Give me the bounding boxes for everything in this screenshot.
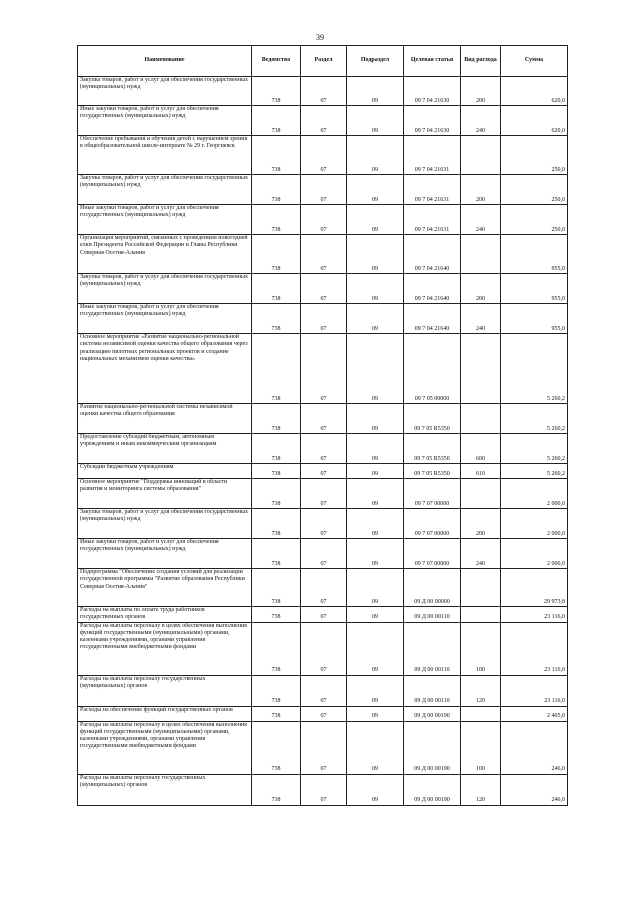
row-department: 738 [252, 774, 301, 805]
row-section: 07 [301, 721, 347, 774]
row-subsection: 09 [347, 304, 404, 334]
header-target-item: Целевая статья [404, 46, 461, 77]
row-subsection: 09 [347, 205, 404, 235]
row-subsection: 09 [347, 706, 404, 721]
row-expense-type: 100 [461, 721, 501, 774]
row-section: 07 [301, 434, 347, 464]
row-subsection: 09 [347, 622, 404, 675]
row-subsection: 09 [347, 675, 404, 706]
row-department: 738 [252, 539, 301, 569]
row-expense-type: 200 [461, 175, 501, 205]
row-target-item: 09 Д 00 00110 [404, 622, 461, 675]
row-amount: 29 973,8 [501, 569, 568, 607]
row-amount: 23 116,0 [501, 622, 568, 675]
row-target-item: 09 7 04 21631 [404, 136, 461, 175]
table-body [78, 77, 568, 806]
row-department: 738 [252, 509, 301, 539]
row-expense-type: 240 [461, 205, 501, 235]
row-name: Организация мероприятий, связанных с проведением новогодней елки Президента Российской Федерации и Главы Республики Северная Осетия-Алания [78, 235, 252, 274]
row-amount: 5 260,2 [501, 464, 568, 479]
row-subsection: 09 [347, 464, 404, 479]
row-name: Иные закупки товаров, работ и услуг для обеспечения государственных (муниципальных) нужд [78, 205, 252, 235]
row-name: Предоставление субсидий бюджетным, автономным учреждениям и иным некоммерческим организациям [78, 434, 252, 464]
row-name: Субсидии бюджетным учреждениям [78, 464, 252, 479]
row-subsection: 09 [347, 274, 404, 304]
row-name: Закупка товаров, работ и услуг для обеспечения государственных (муниципальных) нужд [78, 77, 252, 106]
row-section: 07 [301, 77, 347, 106]
row-target-item: 09 Д 00 00190 [404, 721, 461, 774]
header-section: Раздел [301, 46, 347, 77]
row-department: 738 [252, 205, 301, 235]
row-department: 738 [252, 175, 301, 205]
table-row [78, 235, 568, 274]
row-section: 07 [301, 235, 347, 274]
row-expense-type: 600 [461, 434, 501, 464]
page-number: 39 [316, 33, 324, 42]
row-expense-type: 240 [461, 539, 501, 569]
row-name: Обеспечение пребывания и обучения детей с нарушением зрения в общеобразовательной школе-интернате № 29 г. Георгиевск [78, 136, 252, 175]
row-expense-type: 240 [461, 106, 501, 136]
table-row [78, 539, 568, 569]
table-row [78, 274, 568, 304]
row-expense-type: 610 [461, 464, 501, 479]
row-target-item: 09 7 04 21640 [404, 274, 461, 304]
row-target-item: 09 7 04 21640 [404, 235, 461, 274]
row-department: 738 [252, 404, 301, 434]
row-section: 07 [301, 479, 347, 509]
row-section: 07 [301, 622, 347, 675]
row-name: Расходы на выплаты персоналу государственных (муниципальных) органов [78, 774, 252, 805]
row-expense-type [461, 136, 501, 175]
row-target-item: 09 7 04 21640 [404, 304, 461, 334]
row-amount: 5 260,2 [501, 434, 568, 464]
row-target-item: 09 Д 00 00000 [404, 569, 461, 607]
row-subsection: 09 [347, 404, 404, 434]
table-row [78, 434, 568, 464]
row-department: 738 [252, 106, 301, 136]
row-section: 07 [301, 175, 347, 205]
row-name: Расходы на выплаты по оплате труда работников государственных органов [78, 607, 252, 623]
table-row [78, 706, 568, 721]
header-name: Наименование [78, 46, 252, 77]
row-target-item: 09 7 05 R5350 [404, 464, 461, 479]
row-subsection: 09 [347, 136, 404, 175]
row-department: 738 [252, 706, 301, 721]
row-amount: 23 116,0 [501, 607, 568, 623]
row-expense-type [461, 607, 501, 623]
row-target-item: 09 Д 00 00190 [404, 774, 461, 805]
table-row [78, 479, 568, 509]
row-section: 07 [301, 404, 347, 434]
row-department: 738 [252, 675, 301, 706]
row-target-item: 09 7 04 21630 [404, 106, 461, 136]
table-row [78, 569, 568, 607]
row-section: 07 [301, 304, 347, 334]
row-name: Иные закупки товаров, работ и услуг для обеспечения государственных (муниципальных) нужд [78, 106, 252, 136]
row-department: 738 [252, 464, 301, 479]
row-department: 738 [252, 721, 301, 774]
row-subsection: 09 [347, 479, 404, 509]
row-name: Расходы на обеспечение функций государственных органов [78, 706, 252, 721]
row-name: Закупка товаров, работ и услуг для обеспечения государственных (муниципальных) нужд [78, 274, 252, 304]
row-target-item: 09 7 07 00000 [404, 539, 461, 569]
row-name: Закупка товаров, работ и услуг для обеспечения государственных (муниципальных) нужд [78, 509, 252, 539]
table-row [78, 509, 568, 539]
row-section: 07 [301, 106, 347, 136]
row-expense-type [461, 235, 501, 274]
table-row [78, 334, 568, 404]
row-name: Закупка товаров, работ и услуг для обеспечения государственных (муниципальных) нужд [78, 175, 252, 205]
row-expense-type [461, 569, 501, 607]
row-target-item: 09 7 07 00000 [404, 479, 461, 509]
row-target-item: 09 7 05 R5350 [404, 434, 461, 464]
table-row [78, 721, 568, 774]
row-amount: 5 260,2 [501, 334, 568, 404]
row-target-item: 09 7 04 21631 [404, 205, 461, 235]
row-amount: 250,0 [501, 136, 568, 175]
row-section: 07 [301, 464, 347, 479]
row-expense-type: 120 [461, 675, 501, 706]
row-amount: 2 405,0 [501, 706, 568, 721]
row-department: 738 [252, 434, 301, 464]
row-target-item: 09 7 07 00000 [404, 509, 461, 539]
table-row [78, 607, 568, 623]
row-department: 738 [252, 607, 301, 623]
row-section: 07 [301, 675, 347, 706]
budget-table [77, 45, 568, 806]
row-amount: 620,0 [501, 106, 568, 136]
row-section: 07 [301, 274, 347, 304]
row-section: 07 [301, 136, 347, 175]
row-subsection: 09 [347, 77, 404, 106]
row-target-item: 09 7 04 21631 [404, 175, 461, 205]
row-amount: 955,0 [501, 274, 568, 304]
row-amount: 250,0 [501, 175, 568, 205]
row-expense-type: 240 [461, 304, 501, 334]
row-section: 07 [301, 774, 347, 805]
row-target-item: 09 Д 00 00190 [404, 706, 461, 721]
row-amount: 2 000,0 [501, 539, 568, 569]
row-name: Основное мероприятие «Развитие национально-региональной системы независимой оценки качества общего образования через реализацию пилотных региональных проектов и создание национальных механизмов оценки качества» [78, 334, 252, 404]
table-row [78, 136, 568, 175]
table-row [78, 205, 568, 235]
table-row [78, 675, 568, 706]
row-subsection: 09 [347, 434, 404, 464]
row-name: Развитие национально-региональной системы независимой оценки качества общего образования [78, 404, 252, 434]
row-expense-type: 200 [461, 509, 501, 539]
row-section: 07 [301, 539, 347, 569]
row-section: 07 [301, 205, 347, 235]
row-subsection: 09 [347, 607, 404, 623]
row-expense-type [461, 404, 501, 434]
table-row [78, 77, 568, 106]
row-amount: 2 000,0 [501, 479, 568, 509]
row-expense-type: 200 [461, 274, 501, 304]
row-name: Иные закупки товаров, работ и услуг для обеспечения государственных (муниципальных) нужд [78, 539, 252, 569]
row-section: 07 [301, 334, 347, 404]
row-department: 738 [252, 622, 301, 675]
header-amount: Сумма [501, 46, 568, 77]
row-subsection: 09 [347, 175, 404, 205]
row-name: Основное мероприятие "Поддержка инноваций в области развития и мониторинга системы образования" [78, 479, 252, 509]
row-department: 738 [252, 136, 301, 175]
row-target-item: 09 7 05 R5350 [404, 404, 461, 434]
table-header-row [78, 46, 568, 77]
row-amount: 23 116,0 [501, 675, 568, 706]
row-target-item: 09 Д 00 00110 [404, 607, 461, 623]
row-expense-type: 100 [461, 622, 501, 675]
row-target-item: 09 7 04 21630 [404, 77, 461, 106]
row-section: 07 [301, 509, 347, 539]
row-department: 738 [252, 569, 301, 607]
row-section: 07 [301, 569, 347, 607]
row-subsection: 09 [347, 569, 404, 607]
row-amount: 5 260,2 [501, 404, 568, 434]
row-department: 738 [252, 77, 301, 106]
row-amount: 955,0 [501, 235, 568, 274]
table-row [78, 404, 568, 434]
row-amount: 246,0 [501, 774, 568, 805]
table-row [78, 175, 568, 205]
row-department: 738 [252, 334, 301, 404]
row-name: Иные закупки товаров, работ и услуг для обеспечения государственных (муниципальных) нужд [78, 304, 252, 334]
row-department: 738 [252, 479, 301, 509]
row-name: Расходы на выплаты персоналу государственных (муниципальных) органов [78, 675, 252, 706]
row-subsection: 09 [347, 509, 404, 539]
row-amount: 250,0 [501, 205, 568, 235]
row-target-item: 09 Д 00 00110 [404, 675, 461, 706]
table-row [78, 106, 568, 136]
table-row [78, 622, 568, 675]
table-row [78, 304, 568, 334]
header-expense-type: Вид расхода [461, 46, 501, 77]
row-amount: 246,0 [501, 721, 568, 774]
table-row [78, 774, 568, 805]
row-subsection: 09 [347, 774, 404, 805]
row-subsection: 09 [347, 334, 404, 404]
row-name: Расходы на выплаты персоналу в целях обеспечения выполнения функций государственными (муниципальными) органами, казенными учреждениями, органами управления государственными внебюджетными фондами [78, 721, 252, 774]
row-subsection: 09 [347, 106, 404, 136]
table-row [78, 464, 568, 479]
row-section: 07 [301, 706, 347, 721]
row-amount: 2 000,0 [501, 509, 568, 539]
row-section: 07 [301, 607, 347, 623]
row-amount: 955,0 [501, 304, 568, 334]
row-expense-type [461, 479, 501, 509]
row-subsection: 09 [347, 721, 404, 774]
row-expense-type [461, 334, 501, 404]
row-expense-type: 200 [461, 77, 501, 106]
row-amount: 620,0 [501, 77, 568, 106]
header-subsection: Подраздел [347, 46, 404, 77]
row-name: Подпрограмма "Обеспечение создания условий для реализации государственной программы "Развитие образования Республики Северная Осетия-Алания" [78, 569, 252, 607]
row-subsection: 09 [347, 539, 404, 569]
row-department: 738 [252, 235, 301, 274]
row-target-item: 09 7 05 00000 [404, 334, 461, 404]
row-expense-type: 120 [461, 774, 501, 805]
row-subsection: 09 [347, 235, 404, 274]
row-department: 738 [252, 304, 301, 334]
row-name: Расходы на выплаты персоналу в целях обеспечения выполнения функций государственными (муниципальными) органами, казенными учреждениями, органами управления государственными внебюджетными фондами [78, 622, 252, 675]
header-department: Ведомство [252, 46, 301, 77]
row-department: 738 [252, 274, 301, 304]
row-expense-type [461, 706, 501, 721]
